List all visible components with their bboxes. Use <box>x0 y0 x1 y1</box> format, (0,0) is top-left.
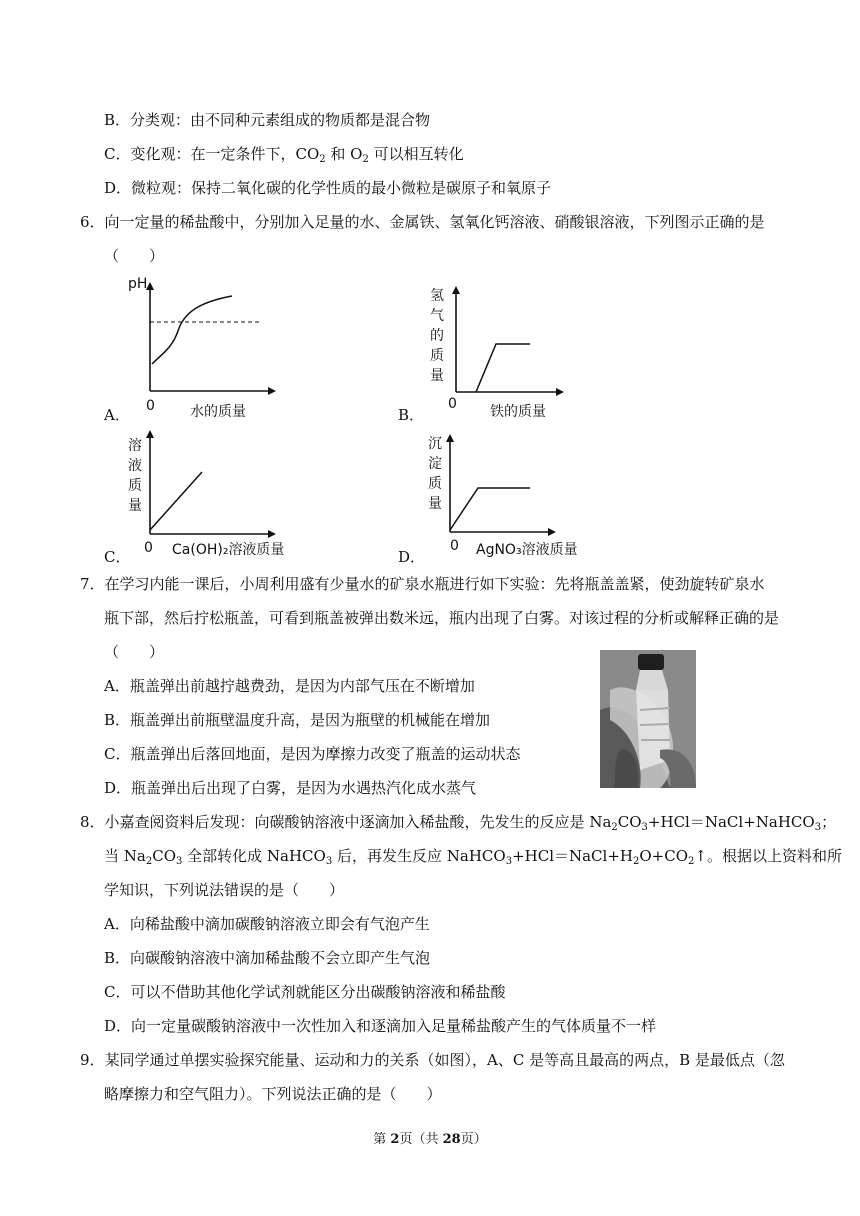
q9-stem-line-1: 9．某同学通过单摆实验探究能量、运动和力的关系（如图），A、C 是等高且最高的两点，B 是最低点（忽 <box>80 1051 785 1069</box>
graph-a-origin: 0 <box>146 398 155 414</box>
graph-b-ylabel-1: 氢 <box>430 288 444 304</box>
q6-graph-d-letter: D． <box>398 548 426 566</box>
graph-a-ylabel: pH <box>128 276 148 292</box>
q7-option-c: C．瓶盖弹出后落回地面，是因为摩擦力改变了瓶盖的运动状态 <box>104 745 521 763</box>
svg-text:沉: 沉 <box>428 436 442 452</box>
q6-graph-d <box>420 430 590 560</box>
q6-graph-b <box>420 280 570 426</box>
q8-option-c: C．可以不借助其他化学试剂就能区分出碳酸钠溶液和稀盐酸 <box>104 983 506 1001</box>
svg-text:质: 质 <box>428 476 442 492</box>
q8-stem-line-1: 8．小嘉查阅资料后发现：向碳酸钠溶液中逐滴加入稀盐酸，先发生的反应是 $Na_2CO_3+HCl=NaCl+NaHCO_3$； <box>80 813 837 833</box>
svg-text:淀: 淀 <box>428 456 442 472</box>
q7-option-a: A．瓶盖弹出前越拧越费劲，是因为内部气压在不断增加 <box>104 677 475 695</box>
q7-option-b: B．瓶盖弹出前瓶壁温度升高，是因为瓶壁的机械能在增加 <box>104 711 491 729</box>
graph-b-xlabel: 铁的质量 <box>490 404 546 420</box>
q5-option-b: B．分类观：由不同种元素组成的物质都是混合物 <box>104 111 431 129</box>
svg-text:溶: 溶 <box>128 438 142 454</box>
svg-text:量: 量 <box>430 368 444 384</box>
q8-stem-line-2: 当 $Na_2CO_3$ 全部转化成 NaHCO$_3$ 后，再发生反应 $NaHCO_3+HCl=NaCl+H_2O+CO_2↑$。根据以上资料和所 <box>104 847 842 867</box>
bottle-photo <box>600 650 696 788</box>
svg-text:量: 量 <box>128 498 142 514</box>
q8-option-d: D．向一定量碳酸钠溶液中一次性加入和逐滴加入足量稀盐酸产生的气体质量不一样 <box>104 1017 657 1035</box>
q6-graph-a <box>120 276 280 426</box>
q6-graph-b-letter: B． <box>398 406 425 424</box>
q5-option-d: D．微粒观：保持二氧化碳的化学性质的最小微粒是碳原子和氧原子 <box>104 179 552 197</box>
q8-option-b: B．向碳酸钠溶液中滴加稀盐酸不会立即产生气泡 <box>104 949 431 967</box>
q6-graph-a-letter: A． <box>104 406 130 424</box>
q8-option-a: A．向稀盐酸中滴加碳酸钠溶液立即会有气泡产生 <box>104 915 430 933</box>
svg-text:质: 质 <box>430 348 444 364</box>
graph-a-xlabel: 水的质量 <box>190 404 246 420</box>
graph-c-xlabel: Ca(OH)₂溶液质量 <box>172 542 285 558</box>
svg-text:质: 质 <box>128 478 142 494</box>
q7-stem-line-1: 7．在学习内能一课后，小周利用盛有少量水的矿泉水瓶进行如下实验：先将瓶盖盖紧，使劲旋转矿泉水 <box>80 575 765 593</box>
q7-answer-paren: （ ） <box>104 643 165 661</box>
q6-stem: 6．向一定量的稀盐酸中，分别加入足量的水、金属铁、氢氧化钙溶液、硝酸银溶液，下列图示正确的是 <box>80 213 765 231</box>
q6-answer-paren: （ ） <box>104 247 165 265</box>
svg-text:气: 气 <box>430 308 444 324</box>
graph-d-xlabel: AgNO₃溶液质量 <box>476 542 578 558</box>
svg-text:量: 量 <box>428 496 442 512</box>
q8-stem-line-3: 学知识，下列说法错误的是（ ） <box>104 881 345 899</box>
q9-stem-line-2: 略摩擦力和空气阻力）。下列说法正确的是（ ） <box>104 1085 442 1103</box>
q6-graph-c-letter: C． <box>104 548 131 566</box>
q5-option-c: C．变化观：在一定条件下，$CO_2$ 和 $O_2$ 可以相互转化 <box>104 145 464 165</box>
graph-b-origin: 0 <box>448 396 457 412</box>
graph-c-origin: 0 <box>144 540 153 556</box>
q7-option-d: D．瓶盖弹出后出现了白雾，是因为水遇热汽化成水蒸气 <box>104 779 477 797</box>
svg-text:的: 的 <box>430 328 444 344</box>
graph-d-origin: 0 <box>450 538 459 554</box>
q6-graph-c <box>120 430 300 560</box>
page-footer: 第 2页（共 28页） <box>373 1132 487 1147</box>
svg-text:液: 液 <box>128 458 142 474</box>
q7-stem-line-2: 瓶下部，然后拧松瓶盖，可看到瓶盖被弹出数米远，瓶内出现了白雾。对该过程的分析或解释正确的是 <box>104 609 780 627</box>
